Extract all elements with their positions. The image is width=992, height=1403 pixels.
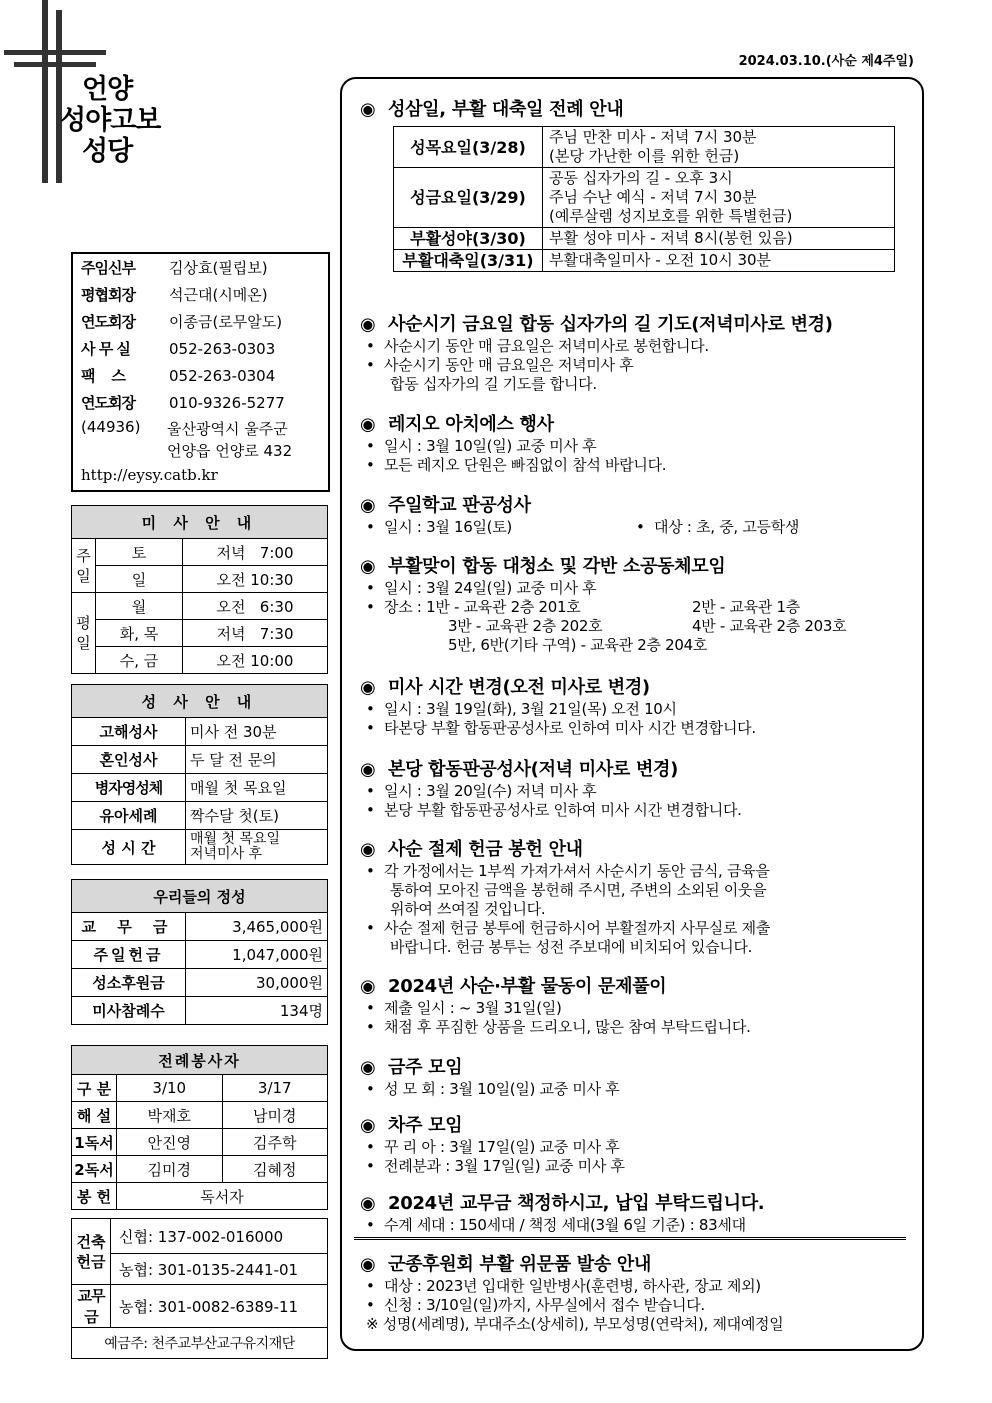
offering-label: 미사참례수	[72, 997, 186, 1025]
liturgy-detail: 부활 성야 미사 - 저녁 8시(봉헌 있음)	[543, 228, 895, 250]
bullet-icon: ◉	[360, 314, 376, 335]
dot-icon: •	[366, 1216, 375, 1234]
info-row	[81, 338, 275, 359]
info-value: 052-263-0303	[169, 340, 276, 358]
info-value: 이종금(로무알도)	[169, 313, 283, 331]
section-this-week	[360, 1056, 910, 1099]
section-divider	[354, 1237, 906, 1240]
dot-icon: •	[366, 1296, 375, 1314]
dot-icon: •	[366, 801, 375, 819]
section-next-week	[360, 1114, 910, 1176]
servers-role: 해 설	[72, 1102, 117, 1129]
dot-icon: •	[366, 579, 375, 597]
section-title: ◉ 부활맞이 합동 대청소 및 각반 소공동체모임	[360, 556, 726, 577]
info-row	[81, 257, 268, 278]
notice-line: 3반 - 교육관 2층 202호 4반 - 교육관 2층 203호	[448, 617, 847, 635]
servers-name: 김주학	[222, 1129, 328, 1156]
logo-line1: 언양	[82, 74, 133, 105]
dot-icon: •	[366, 518, 375, 536]
mass-schedule-box	[71, 505, 328, 674]
servers-name: 안진영	[117, 1129, 223, 1156]
weekday-label: 평일	[72, 593, 96, 674]
sacrament-title: 성 사 안 내	[72, 685, 328, 718]
info-label: 주임신부	[81, 259, 135, 277]
sacrament-label: 성 시 간	[72, 830, 186, 865]
sacrament-label: 고해성사	[72, 718, 186, 746]
notice-line: • 장소 : 1반 - 교육관 2층 201호 2반 - 교육관 1층	[366, 598, 800, 616]
notice-line: • 꾸 리 아 : 3월 17일(일) 교중 미사 후	[366, 1138, 620, 1156]
mass-time: 오전 10:30	[183, 566, 328, 593]
info-value: 김상효(필립보)	[169, 259, 268, 277]
info-row	[81, 284, 268, 305]
notice-line: • 사순 절제 헌금 봉투에 헌금하시어 부활절까지 사무실로 제출	[366, 919, 771, 937]
notice-line: 합동 십자가의 길 기도를 합니다.	[390, 375, 597, 393]
bullet-icon: ◉	[360, 759, 376, 780]
bullet-icon: ◉	[360, 1193, 376, 1214]
section-liturgy	[360, 98, 910, 122]
info-label: 평협회장	[81, 286, 135, 304]
dot-icon: •	[366, 999, 375, 1017]
dot-icon: •	[366, 700, 375, 718]
info-row	[81, 365, 275, 386]
bullet-icon: ◉	[360, 976, 376, 997]
offering-box	[71, 879, 328, 1025]
offering-value: 30,000원	[186, 969, 328, 997]
info-row	[81, 392, 285, 413]
sacrament-label: 병자영성체	[72, 774, 186, 802]
section-parish-confession	[360, 758, 910, 820]
servers-box	[71, 1045, 328, 1210]
notice-line: • 제출 일시 : ~ 3월 31일(일)	[366, 999, 562, 1017]
section-title: ◉ 레지오 아치에스 행사	[360, 414, 554, 435]
section-confession	[360, 494, 910, 537]
notice-line: • 수계 세대 : 150세대 / 책정 세대(3월 6일 기준) : 83세대	[366, 1216, 746, 1234]
mass-day: 토	[96, 539, 183, 566]
info-value: 052-263-0304	[169, 367, 276, 385]
dues-label: 교무금	[72, 1285, 111, 1328]
info-row	[81, 311, 282, 332]
dot-icon: •	[366, 1157, 375, 1175]
account-number: 농협: 301-0082-6389-11	[111, 1285, 328, 1328]
info-label: 사 무 실	[81, 340, 130, 358]
account-number: 농협: 301-0135-2441-01	[111, 1254, 328, 1285]
sacrament-label: 유아세례	[72, 802, 186, 830]
section-quiz	[360, 975, 910, 1037]
liturgy-detail: 공동 십자가의 길 - 오후 3시 주님 수난 예식 - 저녁 7시 30분 (예루살렘 성지보호를 위한 특별헌금)	[543, 168, 895, 228]
dot-icon: •	[636, 518, 645, 536]
section-title: ◉ 본당 합동판공성사(저녁 미사로 변경)	[360, 759, 679, 780]
servers-name: 남미경	[222, 1102, 328, 1129]
mass-time: 오전 10:00	[183, 647, 328, 674]
bullet-icon: ◉	[360, 839, 376, 860]
bullet-icon: ◉	[360, 1254, 376, 1275]
bullet-icon: ◉	[360, 495, 376, 516]
info-label: 연도회장	[81, 394, 135, 412]
sacrament-value: 매월 첫 목요일	[186, 774, 328, 802]
dot-icon: •	[366, 862, 375, 880]
offering-value: 1,047,000원	[186, 941, 328, 969]
servers-role: 2독서	[72, 1156, 117, 1183]
notice-line: • 각 가정에서는 1부씩 가져가셔서 사순시기 동안 금식, 금육을	[366, 862, 770, 880]
offering-label: 교 무 금	[72, 913, 186, 941]
parish-info-box	[71, 252, 330, 492]
servers-name: 김혜정	[222, 1156, 328, 1183]
notice-line: • 채점 후 푸짐한 상품을 드리오니, 많은 참여 부탁드립니다.	[366, 1018, 751, 1036]
notice-line: • 일시 : 3월 24일(일) 교중 미사 후	[366, 579, 597, 597]
section-legio	[360, 413, 910, 475]
offering-label: 주일헌금	[72, 941, 186, 969]
section-title: ◉ 사순시기 금요일 합동 십자가의 길 기도(저녁미사로 변경)	[360, 314, 833, 335]
parish-logo	[0, 0, 170, 190]
liturgy-day: 성금요일(3/29)	[394, 168, 543, 228]
mass-time: 오전 6:30	[183, 593, 328, 620]
bullet-icon: ◉	[360, 99, 376, 120]
bullet-icon: ◉	[360, 1115, 376, 1136]
liturgy-day: 부활대축일(3/31)	[394, 250, 543, 272]
sunday-label: 주일	[72, 539, 96, 593]
bulletin-date: 2024.03.10.(사순 제4주일)	[738, 54, 914, 69]
servers-role: 봉 헌	[72, 1183, 117, 1210]
address-line1: 울산광역시 울주군	[167, 420, 288, 438]
notice-line: • 대상 : 2023년 입대한 일반병사(훈련병, 하사관, 장교 제외)	[366, 1277, 761, 1295]
mass-day: 월	[96, 593, 183, 620]
mass-time: 저녁 7:30	[183, 620, 328, 647]
bullet-icon: ◉	[360, 556, 376, 577]
dot-icon: •	[366, 456, 375, 474]
notice-line: 위하여 쓰여질 것입니다.	[390, 900, 546, 918]
mass-day: 수, 금	[96, 647, 183, 674]
account-holder: 예금주: 천주교부산교구유지재단	[72, 1328, 328, 1359]
info-value: 석근대(시메온)	[169, 286, 268, 304]
notice-line: • 일시 : 3월 10일(일) 교중 미사 후	[366, 437, 597, 455]
logo-line3: 성당	[82, 136, 133, 167]
dot-icon: •	[366, 1138, 375, 1156]
offering-title: 우리들의 정성	[72, 880, 328, 913]
notice-line: • 신청 : 3/10일(일)까지, 사무실에서 접수 받습니다.	[366, 1296, 705, 1314]
sacrament-value: 매월 첫 목요일 저녁미사 후	[186, 830, 328, 865]
address-line2: 언양읍 언양로 432	[167, 442, 293, 460]
dot-icon: •	[366, 1080, 375, 1098]
section-title: ◉ 2024년 사순·부활 물동이 문제풀이	[360, 976, 667, 997]
notice-line: • 타본당 부활 합동판공성사로 인하여 미사 시간 변경합니다.	[366, 719, 756, 737]
servers-date: 3/17	[222, 1075, 328, 1102]
account-number: 신협: 137-002-016000	[111, 1219, 328, 1254]
section-military	[360, 1253, 910, 1334]
sacrament-label: 혼인성사	[72, 746, 186, 774]
notice-line: 통하여 모아진 금액을 봉헌해 주시면, 주변의 소외된 이웃을	[390, 881, 767, 899]
servers-date: 3/10	[117, 1075, 223, 1102]
servers-title: 전례봉사자	[72, 1046, 328, 1075]
servers-head-label: 구 분	[72, 1075, 117, 1102]
dot-icon: •	[366, 598, 375, 616]
notice-line: ※ 성명(세례명), 부대주소(상세히), 부모성명(연락처), 제대예정일	[366, 1315, 784, 1333]
bullet-icon: ◉	[360, 1057, 376, 1078]
mass-time: 저녁 7:00	[183, 539, 328, 566]
notice-line: • 사순시기 동안 매 금요일은 저녁미사로 봉헌합니다.	[366, 337, 709, 355]
servers-name: 박재호	[117, 1102, 223, 1129]
liturgy-day: 성목요일(3/28)	[394, 127, 543, 168]
section-dues	[360, 1192, 910, 1235]
section-lent-offering	[360, 838, 910, 957]
section-title: ◉ 성삼일, 부활 대축일 전례 안내	[360, 99, 624, 120]
notice-line: 5반, 6반(기타 구역) - 교육관 2층 204호	[448, 636, 708, 654]
info-value: 010-9326-5277	[169, 394, 285, 412]
servers-name: 독서자	[117, 1183, 328, 1210]
notice-line: 바랍니다. 헌금 봉투는 성전 주보대에 비치되어 있습니다.	[390, 938, 753, 956]
accounts-box	[71, 1218, 328, 1359]
bullet-icon: ◉	[360, 414, 376, 435]
notice-line: • 일시 : 3월 19일(화), 3월 21일(목) 오전 10시	[366, 700, 677, 718]
notice-line: • 전례분과 : 3월 17일(일) 교중 미사 후	[366, 1157, 625, 1175]
offering-value: 3,465,000원	[186, 913, 328, 941]
bullet-icon: ◉	[360, 677, 376, 698]
sacrament-box	[71, 684, 328, 865]
dot-icon: •	[366, 437, 375, 455]
liturgy-detail: 부활대축일미사 - 오전 10시 30분	[543, 250, 895, 272]
info-label: 연도회장	[81, 313, 135, 331]
section-title: ◉ 주일학교 판공성사	[360, 495, 531, 516]
section-title: ◉ 사순 절제 헌금 봉헌 안내	[360, 839, 583, 860]
dot-icon: •	[366, 719, 375, 737]
section-title: ◉ 미사 시간 변경(오전 미사로 변경)	[360, 677, 650, 698]
dot-icon: •	[366, 1277, 375, 1295]
dot-icon: •	[366, 782, 375, 800]
dot-icon: •	[366, 919, 375, 937]
section-stations	[360, 313, 910, 394]
section-title: ◉ 차주 모임	[360, 1115, 463, 1136]
dot-icon: •	[366, 356, 375, 374]
info-label: 팩 스	[81, 367, 125, 385]
sacrament-value: 짝수달 첫(토)	[186, 802, 328, 830]
servers-name: 김미경	[117, 1156, 223, 1183]
offering-value: 134명	[186, 997, 328, 1025]
notice-line: • 성 모 회 : 3월 10일(일) 교중 미사 후	[366, 1080, 620, 1098]
offering-label: 성소후원금	[72, 969, 186, 997]
liturgy-day: 부활성야(3/30)	[394, 228, 543, 250]
liturgy-detail: 주님 만찬 미사 - 저녁 7시 30분 (본당 가난한 이를 위한 헌금)	[543, 127, 895, 168]
mass-day: 화, 목	[96, 620, 183, 647]
notice-line: • 일시 : 3월 20일(수) 저녁 미사 후	[366, 782, 597, 800]
notice-line: • 사순시기 동안 매 금요일은 저녁미사 후	[366, 356, 634, 374]
sacrament-value: 미사 전 30분	[186, 718, 328, 746]
notice-line: • 모든 레지오 단원은 빠짐없이 참석 바랍니다.	[366, 456, 667, 474]
section-title: ◉ 금주 모임	[360, 1057, 463, 1078]
section-mass-change	[360, 676, 910, 738]
dot-icon: •	[366, 337, 375, 355]
dot-icon: •	[366, 1018, 375, 1036]
building-fund-label: 건축헌금	[72, 1219, 111, 1285]
postcode: (44936)	[81, 418, 141, 436]
servers-role: 1독서	[72, 1129, 117, 1156]
notice-line: • 일시 : 3월 16일(토) • 대상 : 초, 중, 고등학생	[366, 518, 800, 536]
sacrament-value: 두 달 전 문의	[186, 746, 328, 774]
notice-line: • 본당 부활 합동판공성사로 인하여 미사 시간 변경합니다.	[366, 801, 742, 819]
website-link[interactable]: http://eysy.catb.kr	[81, 466, 218, 484]
mass-title: 미 사 안 내	[72, 506, 328, 539]
section-title: ◉ 군종후원회 부활 위문품 발송 안내	[360, 1254, 652, 1275]
section-cleanup	[360, 555, 910, 655]
section-title: ◉ 2024년 교무금 책정하시고, 납입 부탁드립니다.	[360, 1193, 765, 1214]
liturgy-table	[393, 126, 895, 272]
logo-line2: 성야고보	[60, 105, 161, 136]
mass-day: 일	[96, 566, 183, 593]
